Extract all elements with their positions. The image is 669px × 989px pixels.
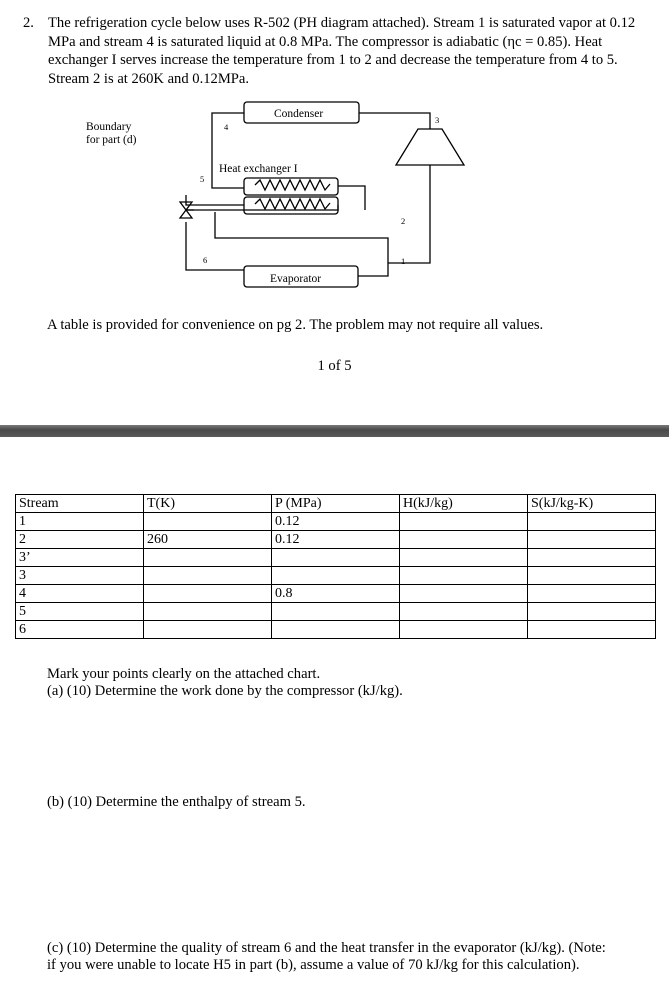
table-note: A table is provided for convenience on pg 2. The problem may not require all values. xyxy=(47,317,544,333)
temperature-cell xyxy=(144,585,272,603)
enthalpy-cell xyxy=(400,621,528,639)
stream-label-6: 6 xyxy=(203,255,208,265)
entropy-cell xyxy=(528,585,656,603)
enthalpy-cell xyxy=(400,513,528,531)
stream-label-1: 1 xyxy=(401,256,406,266)
entropy-cell xyxy=(528,567,656,585)
table-row xyxy=(16,567,656,585)
temperature-cell xyxy=(144,549,272,567)
boundary-label-2: for part (d) xyxy=(86,134,137,146)
temperature-cell xyxy=(144,603,272,621)
stream-properties-table xyxy=(15,494,656,639)
stream-label-5: 5 xyxy=(200,174,205,184)
stream-cell: 3 xyxy=(16,567,144,585)
table-row xyxy=(16,513,656,531)
table-row xyxy=(16,585,656,603)
table-header-row xyxy=(16,495,656,513)
stream-cell: 4 xyxy=(16,585,144,603)
enthalpy-cell xyxy=(400,567,528,585)
stream-cell: 6 xyxy=(16,621,144,639)
enthalpy-cell xyxy=(400,531,528,549)
compressor xyxy=(396,129,464,165)
stream-label-4: 4 xyxy=(224,122,229,132)
pressure-cell xyxy=(272,621,400,639)
pipe-hx-to-valve xyxy=(186,195,244,205)
pressure-cell xyxy=(272,603,400,621)
entropy-cell xyxy=(528,549,656,567)
header-stream: Stream xyxy=(16,495,144,513)
boundary-label-1: Boundary xyxy=(86,121,132,133)
problem-text: The refrigeration cycle below uses R-502 (PH diagram attached). Stream 1 is saturated vapor at 0.12 MPa and stream 4 is saturated liquid at 0.8 MPa. The compressor is adiabatic (ηc = 0.85). Heat exchanger I serves increase the temperature from 1 to 2 and decrease the temperature from 4 to 5. Stream 2 is at 260K and 0.12MPa. xyxy=(48,15,636,87)
entropy-cell xyxy=(528,531,656,549)
pressure-cell: 0.8 xyxy=(272,585,400,603)
page-separator xyxy=(0,425,669,437)
temperature-cell: 260 xyxy=(144,531,272,549)
header-temperature: T(K) xyxy=(144,495,272,513)
table-row xyxy=(16,621,656,639)
stream-cell: 5 xyxy=(16,603,144,621)
pipe-hx-right-upper xyxy=(338,186,365,210)
stream-label-2: 2 xyxy=(401,216,406,226)
evaporator-label: Evaporator xyxy=(270,273,322,285)
page-number: 1 of 5 xyxy=(317,358,352,374)
question-c-line-2: if you were unable to locate H5 in part (b), assume a value of 70 kJ/kg for this calculation). xyxy=(47,957,580,973)
temperature-cell xyxy=(144,621,272,639)
question-c-line-1: (c) (10) Determine the quality of stream 6 and the heat transfer in the evaporator (kJ/kg). (Note: xyxy=(47,940,606,956)
chart-instruction: Mark your points clearly on the attached chart. xyxy=(47,666,321,682)
heat-exchanger-label: Heat exchanger I xyxy=(219,163,298,175)
entropy-cell xyxy=(528,513,656,531)
enthalpy-cell xyxy=(400,603,528,621)
entropy-cell xyxy=(528,603,656,621)
pipe-condenser-to-compressor xyxy=(359,113,430,129)
hx-coil-2 xyxy=(255,199,330,209)
refrigeration-cycle-diagram xyxy=(0,0,669,300)
stream-cell: 2 xyxy=(16,531,144,549)
pressure-cell xyxy=(272,549,400,567)
table-row xyxy=(16,603,656,621)
header-enthalpy: H(kJ/kg) xyxy=(400,495,528,513)
pressure-cell: 0.12 xyxy=(272,531,400,549)
header-entropy: S(kJ/kg-K) xyxy=(528,495,656,513)
stream-label-3: 3 xyxy=(435,115,440,125)
pressure-cell: 0.12 xyxy=(272,513,400,531)
header-pressure: P (MPa) xyxy=(272,495,400,513)
page-1 xyxy=(0,0,669,425)
pipe-compressor-to-hx xyxy=(388,165,430,263)
problem-number: 2. xyxy=(23,15,34,31)
entropy-cell xyxy=(528,621,656,639)
question-a: (a) (10) Determine the work done by the compressor (kJ/kg). xyxy=(47,683,403,699)
stream-cell: 3’ xyxy=(16,549,144,567)
stream-cell: 1 xyxy=(16,513,144,531)
pressure-cell xyxy=(272,567,400,585)
question-b: (b) (10) Determine the enthalpy of stream 5. xyxy=(47,794,306,810)
enthalpy-cell xyxy=(400,549,528,567)
hx-coil-1 xyxy=(255,180,330,190)
table-row xyxy=(16,531,656,549)
temperature-cell xyxy=(144,567,272,585)
condenser-label: Condenser xyxy=(274,108,324,120)
table-row xyxy=(16,549,656,567)
page-2 xyxy=(0,437,669,989)
enthalpy-cell xyxy=(400,585,528,603)
temperature-cell xyxy=(144,513,272,531)
